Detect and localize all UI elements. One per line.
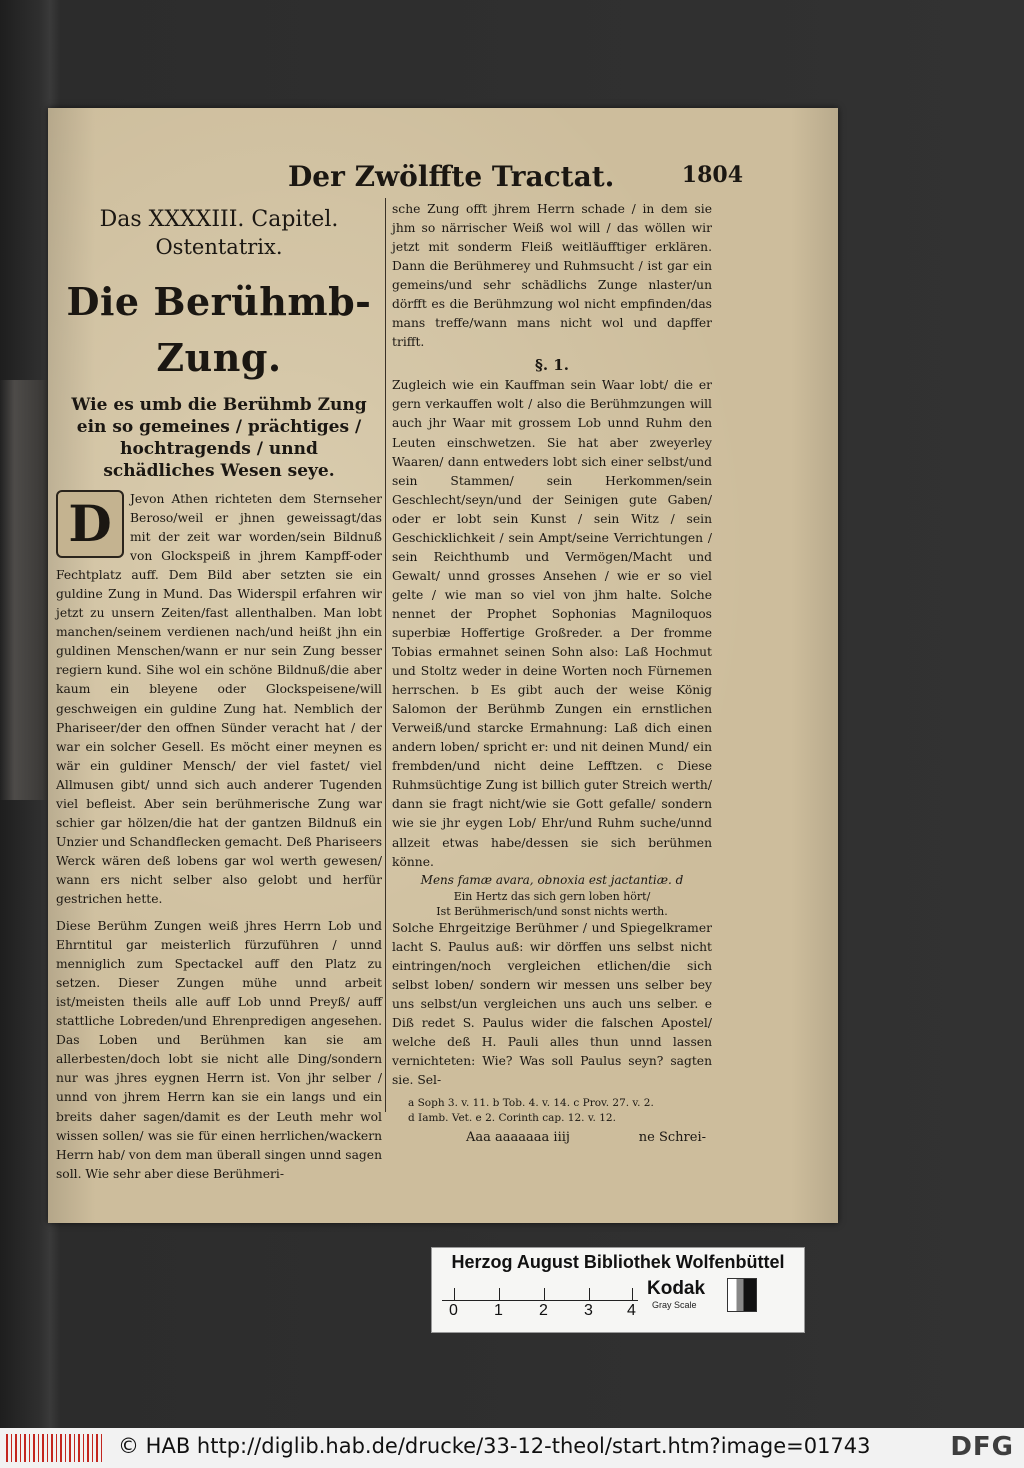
color-calibration-card bbox=[431, 1247, 805, 1333]
latin-verse: Mens famæ avara, obnoxia est jactantiæ. d bbox=[420, 872, 684, 887]
german-verse-line-1: Ein Hertz das sich gern loben hört/ bbox=[453, 889, 651, 903]
ruler-tick bbox=[499, 1288, 500, 1300]
signature-row bbox=[392, 1130, 712, 1150]
paragraph-1-text: Jevon Athen richteten dem Sternseher Beroso/weil er jhnen geweissagt/das mit der zeit war worden/sein Bildnuß von Glockspeiß in jhrem Kampff-oder Fechtplatz auff. Dem Bild aber setzten sie ein guldine Zung in Mund. Das Widerspil erfahren wir jetzt zu unsern Zeiten/fast allenthalben. Man lobt manchen/seinem verdienen nach/und heißt jhn ein guldinen Menschen/wann er nur sein Zung besser regiern kund. Sihe wol ein schöne Bildnuß/die aber kaum ein bleyene oder Glockspeisene/will geschweigen ein guldine Zung hat. Nemblich der Phariseer/der den offnen Sünder veracht hat / der war ein solcher Gesell. Es möcht einer meynen es wär ein guldiner Mensch/ der viel fastet/ viel Allmusen gibt/ unnd sich auch anderer Tugenden viel befleist. Aber sein berühmerische Zung war schier gar hölzen/die hat der gantzen Bildnuß ein Unzier und Schandflecken gemacht. Deß Phariseers Werck wären deß lobens gar wol werth gewesen/ wann ers nicht selber also gelobt und herfür gestrichen hette. bbox=[56, 492, 383, 906]
page-number: 1804 bbox=[681, 162, 743, 188]
library-name: Herzog August Bibliothek Wolfenbüttel bbox=[451, 1252, 785, 1272]
running-head bbox=[288, 160, 743, 200]
drop-cap-initial: D bbox=[56, 490, 124, 558]
german-verse-line-2: Ist Berühmerisch/und sonst nichts werth. bbox=[436, 904, 668, 918]
right-paragraph-1: Zugleich wie ein Kauffman sein Waar lobt/ die er gern verkauffen wolt / also die Berühmzungen will auch jhr Waar mit grossem Lob unnd Ruhm den Leuten einschwetzen. Sie hat aber zweyerley Waaren/ dann entweders lobt sich einer selbst/und sein Stammen/ sein Herkommen/sein Geschlecht/seyn/und der Seinigen gute Gaben/ oder er lobt sein Kunst / sein Witz / sein Geschicklichkeit / sein Ampt/seine Verrichtungen / sein Reichthumb und Vermögen/Macht und Gewalt/ unnd grosses Ansehen / wie er so viel gelte / wie man so viel von jhm halte. Solche nennet der Prophet Sophonias Magniloquos superbiæ Hoffertige Großreder. a Der fromme Tobias ermahnet seinen Sohn also: Laß Hochmut und Stoltz weder in deine Worten noch Fürnemen herrschen. b Es gibt auch der weise König Salomon der Berühmb Zungen ein ernstlichen Verweiß/und starcke Ermahnung: Laß dich einen andern loben/ spricht er: und nit deinen Mund/ ein frembden/und nicht deine Lefftzen. c Diese Ruhmsüchtige Zung ist billich guter Streich werth/ dann sie fragt nicht/wie sie Gott gefalle/ sondern wie sie jhr eygen Lob/ Ehr/und Ruhm suche/unnd allzeit etwas habe/dessen sie sich berühmen könne. bbox=[392, 378, 712, 869]
ruler-number-2: 2 bbox=[539, 1302, 548, 1319]
footnote-line-2: d Iamb. Vet. e 2. Corinth cap. 12. v. 12. bbox=[408, 1112, 616, 1125]
copyright-link[interactable]: © HAB http://diglib.hab.de/drucke/33-12-theol/start.htm?image=01743 bbox=[118, 1434, 871, 1458]
ruler-number-4: 4 bbox=[627, 1302, 636, 1319]
footer-bar bbox=[0, 1428, 1024, 1468]
ruler-tick bbox=[454, 1288, 455, 1300]
ruler-number-0: 0 bbox=[449, 1302, 458, 1319]
footnotes bbox=[392, 1096, 712, 1126]
left-column bbox=[56, 200, 382, 1184]
column-divider bbox=[385, 198, 386, 1112]
paragraph-2: Diese Berühm Zungen weiß jhres Herrn Lob und Ehrntitul gar meisterlich fürzuführen / unnd menniglich zum Spectackel auff den Platz zu setzen. Dieser Zungen mühe unnd arbeit ist/meisten theils alle auff Lob unnd Preyß/ auff stattliche Lobreden/und Ehrenpredigen angesehen. Das Loben und Berühmen kan sie am allerbesten/doch lobt sie nicht alle Ding/sondern nur was jhres eygnen Herrn ist. Von jhr selber / unnd von jhrem Herrn kan sie ein langs und ein breits daher sagen/damit es der Leuth mehr wol wissen sollen/ was sie für einen herrlichen/wackern Herrn hab/ von dem man überall singen unnd sagen soll. Wie sehr aber diese Berühmeri- bbox=[56, 919, 382, 1181]
section-mark: §. 1. bbox=[535, 356, 569, 375]
book-page bbox=[48, 108, 838, 1223]
barcode-icon bbox=[6, 1434, 102, 1462]
right-column bbox=[392, 200, 712, 1150]
running-head-title: Der Zwölffte Tractat. bbox=[288, 160, 615, 193]
gray-scale-label: Gray Scale bbox=[652, 1300, 697, 1310]
scale-ruler-line bbox=[442, 1300, 638, 1301]
dfg-logo: DFG bbox=[950, 1432, 1014, 1462]
ruler-number-1: 1 bbox=[494, 1302, 503, 1319]
footnote-line-1: a Soph 3. v. 11. b Tob. 4. v. 14. c Prov. 27. v. 2. bbox=[408, 1097, 654, 1110]
chapter-summary: Wie es umb die Berühmb Zung ein so gemeines / prächtiges / hochtragends / unnd schädliches Wesen seye. bbox=[71, 395, 367, 481]
ruler-tick bbox=[544, 1288, 545, 1300]
right-paragraph-2: Solche Ehrgeitzige Berühmer / und Spiegelkramer lacht S. Paulus auß: wir dörffen uns selbst nicht eintringen/noch vergleichen etlichen/die sich selbst loben/ sondern wir messen uns selber bey uns selbst/un vergleichen uns auch uns selber. e Diß redet S. Paulus wider die falschen Apostel/ welche deß H. Pauli alles thun unnd lassen vernichteten: Wie? Was soll Paulus seyn? sagten sie. Sel- bbox=[392, 920, 712, 1087]
chapter-heading: Das XXXXIII. Capitel. bbox=[99, 207, 339, 232]
kodak-brand: Kodak bbox=[647, 1278, 706, 1299]
right-paragraph-top: sche Zung offt jhrem Herrn schade / in dem sie jhm so närrischer Weiß wol will / das wöllen wir jetzt mit sonderm Fleiß weitläufftiger erklären. Dann die Berühmerey und Ruhmsucht / ist gar ein gemeins/und sehr schädlichs Zunge nlaster/un dörfft es die Berühmzung wol nicht empfinden/das mans treffe/wann mans nicht wol und dapffer trifft. bbox=[392, 202, 712, 350]
signature-mark: Aaa aaaaaaa iiij bbox=[466, 1130, 570, 1146]
paragraph-1 bbox=[56, 490, 382, 909]
chapter-title: Die Berühmb-Zung. bbox=[66, 279, 372, 380]
ruler-number-3: 3 bbox=[584, 1302, 593, 1319]
gray-scale-patch bbox=[727, 1278, 757, 1312]
ruler-tick bbox=[632, 1288, 633, 1300]
chapter-subtitle: Ostentatrix. bbox=[155, 235, 283, 259]
book-binding-edge bbox=[0, 380, 48, 800]
ruler-tick bbox=[589, 1288, 590, 1300]
catchword: ne Schrei- bbox=[638, 1130, 706, 1146]
